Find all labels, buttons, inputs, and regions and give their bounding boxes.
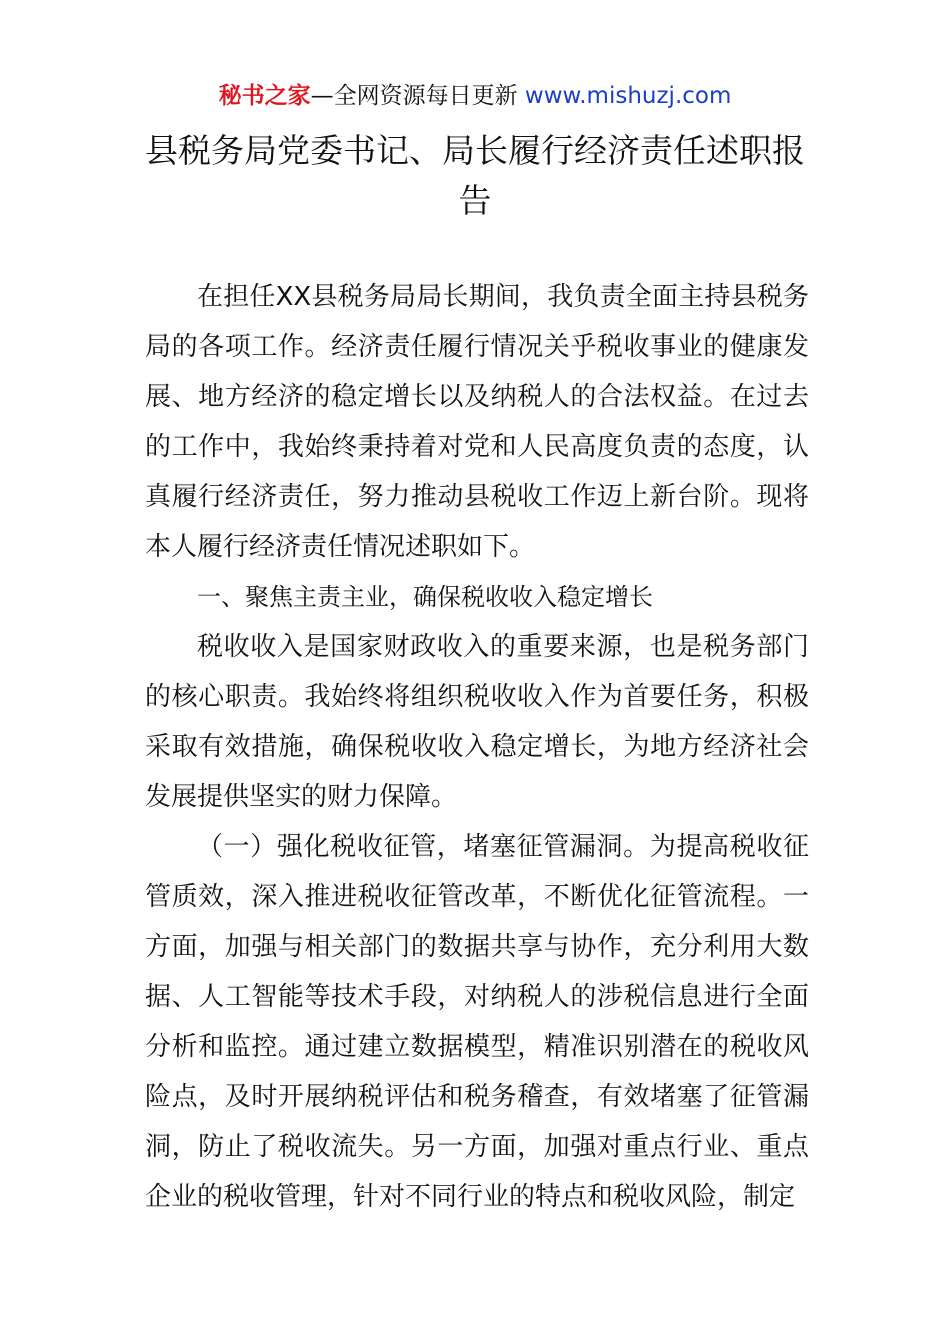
site-header	[0, 80, 950, 112]
body-paragraph: 税收收入是国家财政收入的重要来源，也是税务部门的核心职责。我始终将组织税收收入作为首要任务，积极采取有效措施，确保税收收入稳定增长，为地方经济社会发展提供坚实的财力保障。	[145, 632, 809, 812]
body-paragraph: （一）强化税收征管，堵塞征管漏洞。为提高税收征管质效，深入推进税收征管改革，不断优化征管流程。一方面，加强与相关部门的数据共享与协作，充分利用大数据、人工智能等技术手段，对纳税人的涉税信息进行全面分析和监控。通过建立数据模型，精准识别潜在的税收风险点，及时开展纳税评估和税务稽查，有效堵塞了征管漏洞，防止了税收流失。另一方面，加强对重点行业、重点企业的税收管理，针对不同行业的特点和税收风险，制定	[145, 832, 809, 1212]
header-tagline: —全网资源每日更新	[310, 83, 525, 109]
section-heading: 一、聚焦主责主业，确保税收收入稳定增长	[197, 583, 653, 611]
intro-paragraph: 在担任XX县税务局局长期间，我负责全面主持县税务局的各项工作。经济责任履行情况关乎税收事业的健康发展、地方经济的稳定增长以及纳税人的合法权益。在过去的工作中，我始终秉持着对党和人民高度负责的态度，认真履行经济责任，努力推动县税收工作迈上新台阶。现将本人履行经济责任情况述职如下。	[145, 282, 809, 562]
document-body	[145, 272, 809, 1222]
site-url[interactable]: www.mishuzj.com	[524, 83, 732, 109]
document-title: 县税务局党委书记、局长履行经济责任述职报告	[145, 131, 805, 220]
brand-name: 秘书之家	[218, 83, 311, 109]
